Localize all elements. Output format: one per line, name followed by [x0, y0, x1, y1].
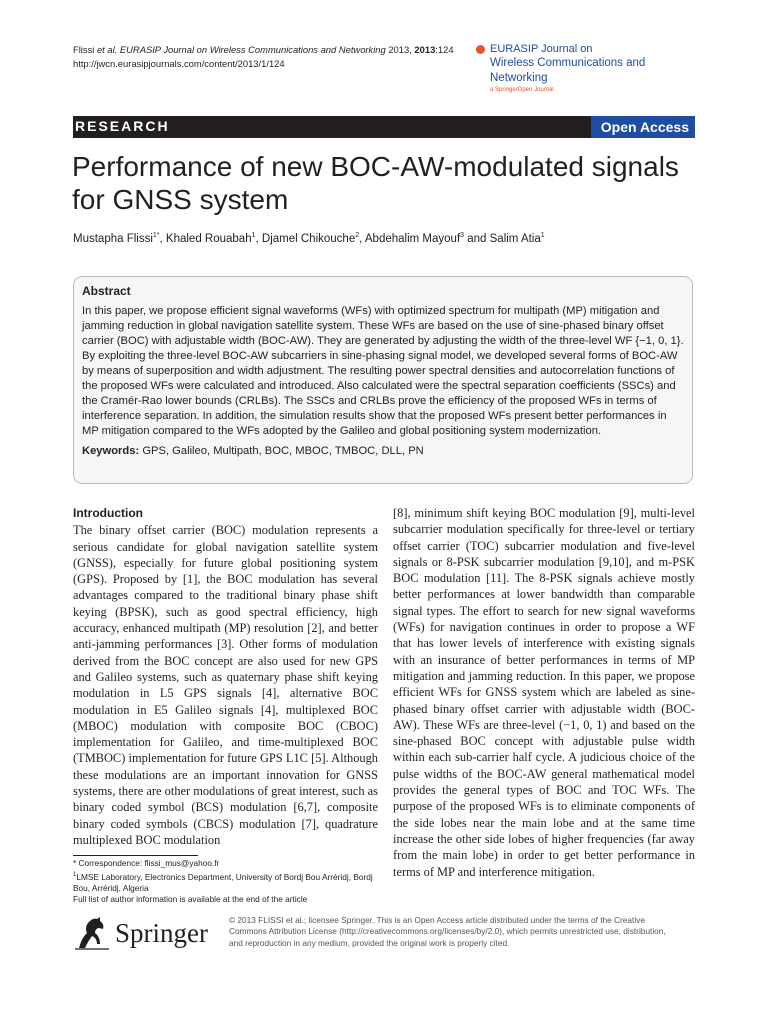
author-sep: , — [159, 232, 166, 245]
springer-wordmark: Springer — [115, 918, 208, 948]
license-text: © 2013 FLISSI et al.; licensee Springer. This is an Open Access article distributed under the terms of the Creative Commons Attribution License (http://creativecommons.org/licenses/by/2.0), which permits unrestricted use, distribution, and reproduction in any medium, provided the original work is properly cited. — [229, 915, 666, 948]
journal-logo-line1 — [476, 42, 706, 56]
footnotes — [73, 858, 378, 906]
section-banner — [73, 116, 695, 138]
cite-etal: et al. — [96, 44, 118, 55]
author[interactable]: Khaled Rouabah$^1$ — [165, 232, 256, 245]
cite-article: :124 — [435, 44, 454, 55]
cite-volume: 2013 — [414, 44, 436, 55]
cite-author: Flissi — [73, 44, 95, 55]
journal-logo-line2: Wireless Communications and Networking — [490, 57, 646, 84]
author-info-note: Full list of author information is available at the end of the article — [73, 894, 308, 905]
author[interactable]: Mustapha Flissi$^{1*}$ — [73, 232, 160, 245]
author[interactable]: Djamel Chikouche$^2$ — [261, 232, 360, 245]
open-access-badge: Open Access — [591, 116, 695, 138]
keywords-label: Keywords: — [82, 445, 140, 457]
author-sep: and — [464, 232, 490, 245]
abstract-box — [73, 276, 693, 484]
citation-header — [73, 43, 454, 71]
keywords — [82, 445, 684, 457]
abstract-heading: Abstract — [82, 284, 131, 298]
intro-paragraph: The binary offset carrier (BOC) modulation represents a serious candidate for global navigation satellite system (GNSS), especially for future global positioning system (GPS). Proposed by [1], the BOC modulation has several advantages compared to the traditional binary phase shift keying (BPSK), such as good spectral efficiency, high accuracy, enhanced multipath (MP) resolution [2], and better anti-jamming performances [3]. Other forms of modulation derived from the BOC concept are also used for new GPS and Galileo systems, such as quaternary phase shift keying modulation in L5 GPS signals [4], alternative BOC modulation in E5 Galileo signals [4], multiplexed BOC (MBOC) modulation with composite BOC (CBOC) implementation for Galileo, and time-multiplexed BOC (TMBOC) implementation for future GPS L1C [5]. Although these modulations are an important innovation for GNSS systems, there are other modulations of great interest, such as binary coded symbol (BCS) modulation [6,7], composite binary coded symbols (CBCS) modulation [7], quadrature multiplexed BOC modulation — [73, 523, 378, 847]
journal-logo-text1: EURASIP Journal on — [490, 43, 593, 55]
intro-heading: Introduction — [73, 506, 143, 520]
cite-journal: EURASIP Journal on Wireless Communications and Networking — [119, 44, 386, 55]
affiliation: $^1$LMSE Laboratory, Electronics Department, University of Bordj Bou Arréridj, Bordj Bou, Arréridj, Algeria — [73, 871, 373, 893]
eurasip-dot-icon — [476, 45, 485, 54]
cite-year: 2013, — [388, 44, 412, 55]
author-sep: , — [255, 232, 262, 245]
springer-logo — [73, 913, 233, 953]
abstract-body: In this paper, we propose efficient signal waveforms (WFs) with optimized spectrum for multipath (MP) mitigation and jamming reduction in global navigation satellite system. These WFs are based on the use of sine-phased binary offset carrier (BOC) with adjustable width (BOC-AW). They are generated by adjusting the width of the three-level WF {−1, 0, 1}. By exploiting the three-level BOC-AW subcarriers in sine-phasing signal model, we developed several forms of BOC-AW by means of superposition and width adjustment. The resulting power spectral densities and autocorrelation functions of the proposed WFs were calculated and introduced. Also calculated were the spectral separation coefficients (SSCs) and the Cramér-Rao lower bounds (CRLBs). The SSCs and CRLBs prove the efficiency of the proposed WFs in terms of interference separation. In addition, the simulation results show that the proposed WFs present better performances in MP mitigation compared to the WFs adopted by the Galileo and global positioning system modernization. — [82, 305, 684, 437]
body-column-left — [73, 505, 378, 848]
citation-url[interactable]: http://jwcn.eurasipjournals.com/content/2013/1/124 — [73, 58, 285, 69]
correspondence: * Correspondence: flissi_mus@yahoo.fr — [73, 858, 220, 868]
author[interactable]: Abdehalim Mayouf$^3$ — [364, 232, 465, 245]
section-label: RESEARCH — [75, 118, 170, 134]
citation-line — [73, 43, 454, 57]
keywords-list: GPS, Galileo, Multipath, BOC, MBOC, TMBOC, DLL, PN — [142, 445, 424, 457]
author-sep: , — [359, 232, 365, 245]
journal-logo-line3: a SpringerOpen Journal — [490, 87, 554, 93]
journal-logo — [476, 42, 706, 94]
springer-horse-icon — [73, 915, 111, 951]
author[interactable]: Salim Atia$^1$ — [489, 232, 545, 245]
author-list — [73, 232, 713, 245]
footnote-divider — [73, 855, 198, 856]
article-title: Performance of new BOC-AW-modulated signals for GNSS system — [72, 151, 679, 215]
body-column-right — [393, 505, 695, 880]
intro-paragraph-continued: [8], minimum shift keying BOC modulation [9], multi-level subcarrier modulation specifically for three-level or tertiary offset carrier (TOC) subcarrier modulation and five-level signals or 8-PSK subcarrier modulation [9,10], and m-PSK BOC modulation [11]. The 8-PSK signals achieve mostly better performances at lower bandwidth than comparable signal types. The effort to search for new signal waveforms (WFs) for navigation continues in order to propose a WF that has lower levels of interference with existing signals with an insurance of better performances in terms of MP mitigation and jamming reduction. In this paper, we propose efficient WFs for GNSS system which are labeled as sine-phased binary offset carrier with adjustable width (BOC-AW). These WFs are three-level (−1, 0, 1) and based on the sine-phased BOC concept with adjustable pulse width within each sub-carrier half cycle. A judicious choice of the pulse widths of the BOC-AW general mathematical model provides the general types of BOC and TOC WFs. The purpose of the proposed WFs is to eliminate components of the side lobes near the main lobe and at the same time increase the other side lobes of higher frequencies (far away from the main lobe) in order to get better performance in terms of MP and interference mitigation. — [393, 506, 695, 879]
